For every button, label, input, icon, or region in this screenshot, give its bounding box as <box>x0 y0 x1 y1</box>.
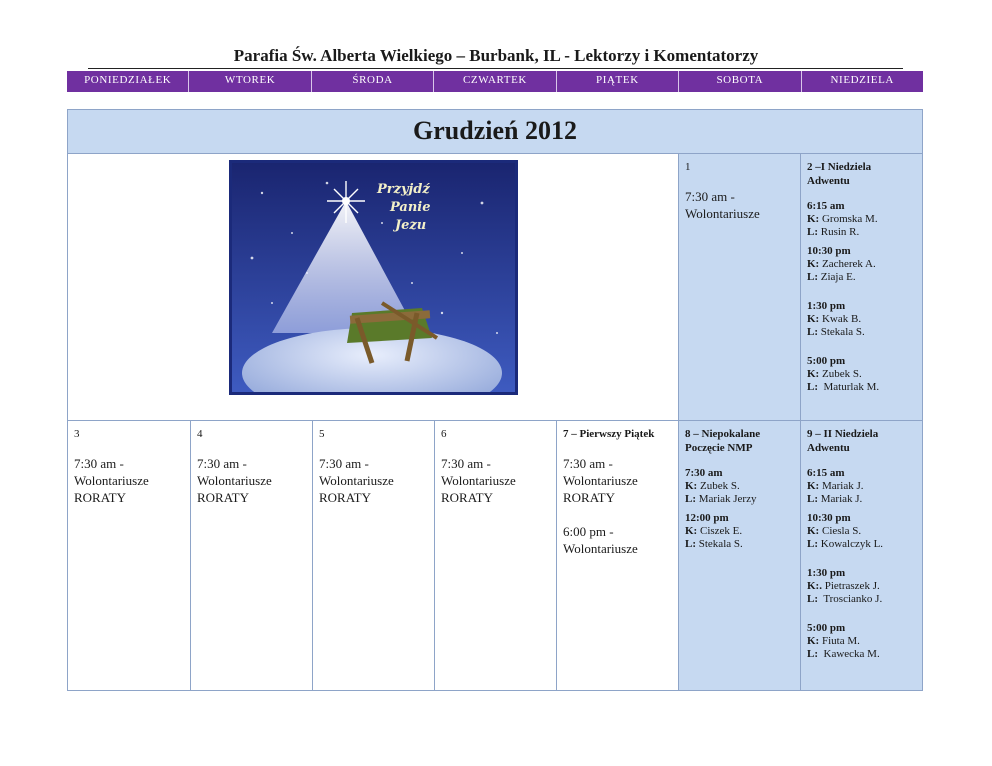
l-label: L: <box>807 593 818 605</box>
day-number: 5 <box>319 428 325 440</box>
mass-time: 1:30 pm <box>807 567 846 579</box>
image-caption-line: Przyjdź <box>377 182 430 197</box>
day-9-cell <box>801 421 922 690</box>
l-name: Mariak Jerzy <box>698 493 757 505</box>
mass-entry <box>807 300 916 339</box>
mass-time: 12:00 pm <box>685 512 729 524</box>
schedule-note: RORATY <box>74 490 127 505</box>
day-6-cell <box>435 421 556 690</box>
mass-time: 10:30 pm <box>807 512 851 524</box>
day-title: 8 – Niepokalane Poczęcie NMP <box>685 428 761 454</box>
schedule-who: Wolontariusze <box>319 473 394 488</box>
schedule-who: Wolontariusze <box>563 473 638 488</box>
k-label: K: <box>807 368 820 380</box>
l-name: Mariak J. <box>820 493 863 505</box>
mass-entry <box>807 200 916 239</box>
day-1-cell <box>679 154 800 420</box>
l-label: L: <box>807 226 818 238</box>
k-name: Kwak B. <box>821 313 862 325</box>
day-number: 6 <box>441 428 447 440</box>
column-divider <box>434 421 435 690</box>
k-label: K: <box>807 480 820 492</box>
k-name: Pietraszek J. <box>824 580 880 592</box>
weekday-fri: PIĄTEK <box>557 71 679 92</box>
weekday-tue: WTOREK <box>189 71 311 92</box>
k-label: K: <box>807 258 820 270</box>
l-name: Maturlak M. <box>823 381 880 393</box>
day-3-cell <box>68 421 190 690</box>
l-label: L: <box>685 538 696 550</box>
k-label: K: <box>685 480 698 492</box>
day-5-cell <box>313 421 434 690</box>
schedule-time: 7:30 am - <box>197 456 247 471</box>
schedule-note: RORATY <box>319 490 372 505</box>
k-name: Zubek S. <box>699 480 740 492</box>
mass-entry <box>807 567 916 606</box>
mass-time: 5:00 pm <box>807 355 846 367</box>
mass-time: 6:15 am <box>807 467 845 479</box>
weekday-wed: ŚRODA <box>312 71 434 92</box>
k-label: K: <box>807 313 820 325</box>
l-name: Troscianko J. <box>823 593 883 605</box>
column-divider <box>312 421 313 690</box>
weekday-sat: SOBOTA <box>679 71 801 92</box>
title-rule <box>88 68 903 69</box>
l-label: L: <box>807 493 818 505</box>
column-divider <box>190 421 191 690</box>
l-name: Kowalczyk L. <box>820 538 884 550</box>
l-name: Kawecka M. <box>823 648 880 660</box>
mass-time: 6:15 am <box>807 200 845 212</box>
schedule-who: Wolontariusze <box>685 206 760 221</box>
k-name: Fiuta M. <box>821 635 860 647</box>
nativity-image <box>229 160 518 395</box>
mass-entry <box>685 467 794 506</box>
mass-entry <box>807 512 916 551</box>
k-name: Ciszek E. <box>699 525 743 537</box>
l-label: L: <box>807 381 818 393</box>
day-4-cell <box>191 421 312 690</box>
l-name: Stekala S. <box>820 326 865 338</box>
schedule-note: RORATY <box>197 490 250 505</box>
nativity-illustration <box>232 163 515 392</box>
mass-entry <box>807 467 916 506</box>
day-number: 3 <box>74 428 80 440</box>
l-label: L: <box>807 271 818 283</box>
schedule-who: Wolontariusze <box>563 541 638 556</box>
mass-time: 5:00 pm <box>807 622 846 634</box>
day-8-cell <box>679 421 800 690</box>
weekday-thu: CZWARTEK <box>434 71 556 92</box>
l-label: L: <box>685 493 696 505</box>
l-name: Rusin R. <box>820 226 860 238</box>
k-name: Gromska M. <box>821 213 878 225</box>
mass-entry <box>685 512 794 551</box>
mass-time: 7:30 am <box>685 467 723 479</box>
schedule-who: Wolontariusze <box>197 473 272 488</box>
k-name: Zacherek A. <box>821 258 876 270</box>
k-name: Mariak J. <box>821 480 864 492</box>
k-name: Zubek S. <box>821 368 862 380</box>
mass-time: 10:30 pm <box>807 245 851 257</box>
mass-time: 1:30 pm <box>807 300 846 312</box>
column-divider <box>678 154 679 690</box>
mass-entry <box>807 355 916 394</box>
calendar-grid <box>67 109 923 691</box>
k-label: K: <box>807 635 820 647</box>
schedule-time: 7:30 am - <box>319 456 369 471</box>
image-caption-line: Panie <box>390 200 431 215</box>
mass-entry <box>807 245 916 284</box>
day-number: 1 <box>685 161 691 173</box>
week-divider <box>68 420 922 421</box>
schedule-time: 7:30 am - <box>563 456 613 471</box>
schedule-time: 6:00 pm - <box>563 524 614 539</box>
k-label: K: <box>685 525 698 537</box>
day-title: 2 –I Niedziela Adwentu <box>807 161 872 187</box>
mass-entry <box>807 622 916 661</box>
column-divider <box>800 154 801 690</box>
weekday-header-bar <box>67 71 923 92</box>
schedule-note: RORATY <box>563 490 616 505</box>
k-label: K: <box>807 525 820 537</box>
image-caption-line: Jezu <box>395 218 427 233</box>
day-2-cell <box>801 154 922 420</box>
page-title: Parafia Św. Alberta Wielkiego – Burbank, IL - Lektorzy i Komentatorzy <box>233 46 759 65</box>
day-title: 7 – Pierwszy Piątek <box>563 428 655 440</box>
schedule-time: 7:30 am - <box>685 189 735 204</box>
schedule-who: Wolontariusze <box>441 473 516 488</box>
day-7-cell <box>557 421 678 690</box>
weekday-sun: NIEDZIELA <box>830 74 894 86</box>
schedule-who: Wolontariusze <box>74 473 149 488</box>
k-name: Ciesla S. <box>821 525 862 537</box>
column-divider <box>556 421 557 690</box>
k-label: K: <box>807 213 820 225</box>
weekday-mon: PONIEDZIAŁEK <box>67 71 189 92</box>
schedule-time: 7:30 am - <box>74 456 124 471</box>
day-title: 9 – II Niedziela Adwentu <box>807 428 879 454</box>
l-name: Ziaja E. <box>820 271 856 283</box>
month-title: Grudzień 2012 <box>68 110 922 154</box>
l-label: L: <box>807 648 818 660</box>
l-label: L: <box>807 326 818 338</box>
day-number: 4 <box>197 428 203 440</box>
k-label: K:. <box>807 580 822 592</box>
l-name: Stekala S. <box>698 538 743 550</box>
l-label: L: <box>807 538 818 550</box>
schedule-note: RORATY <box>441 490 494 505</box>
schedule-time: 7:30 am - <box>441 456 491 471</box>
